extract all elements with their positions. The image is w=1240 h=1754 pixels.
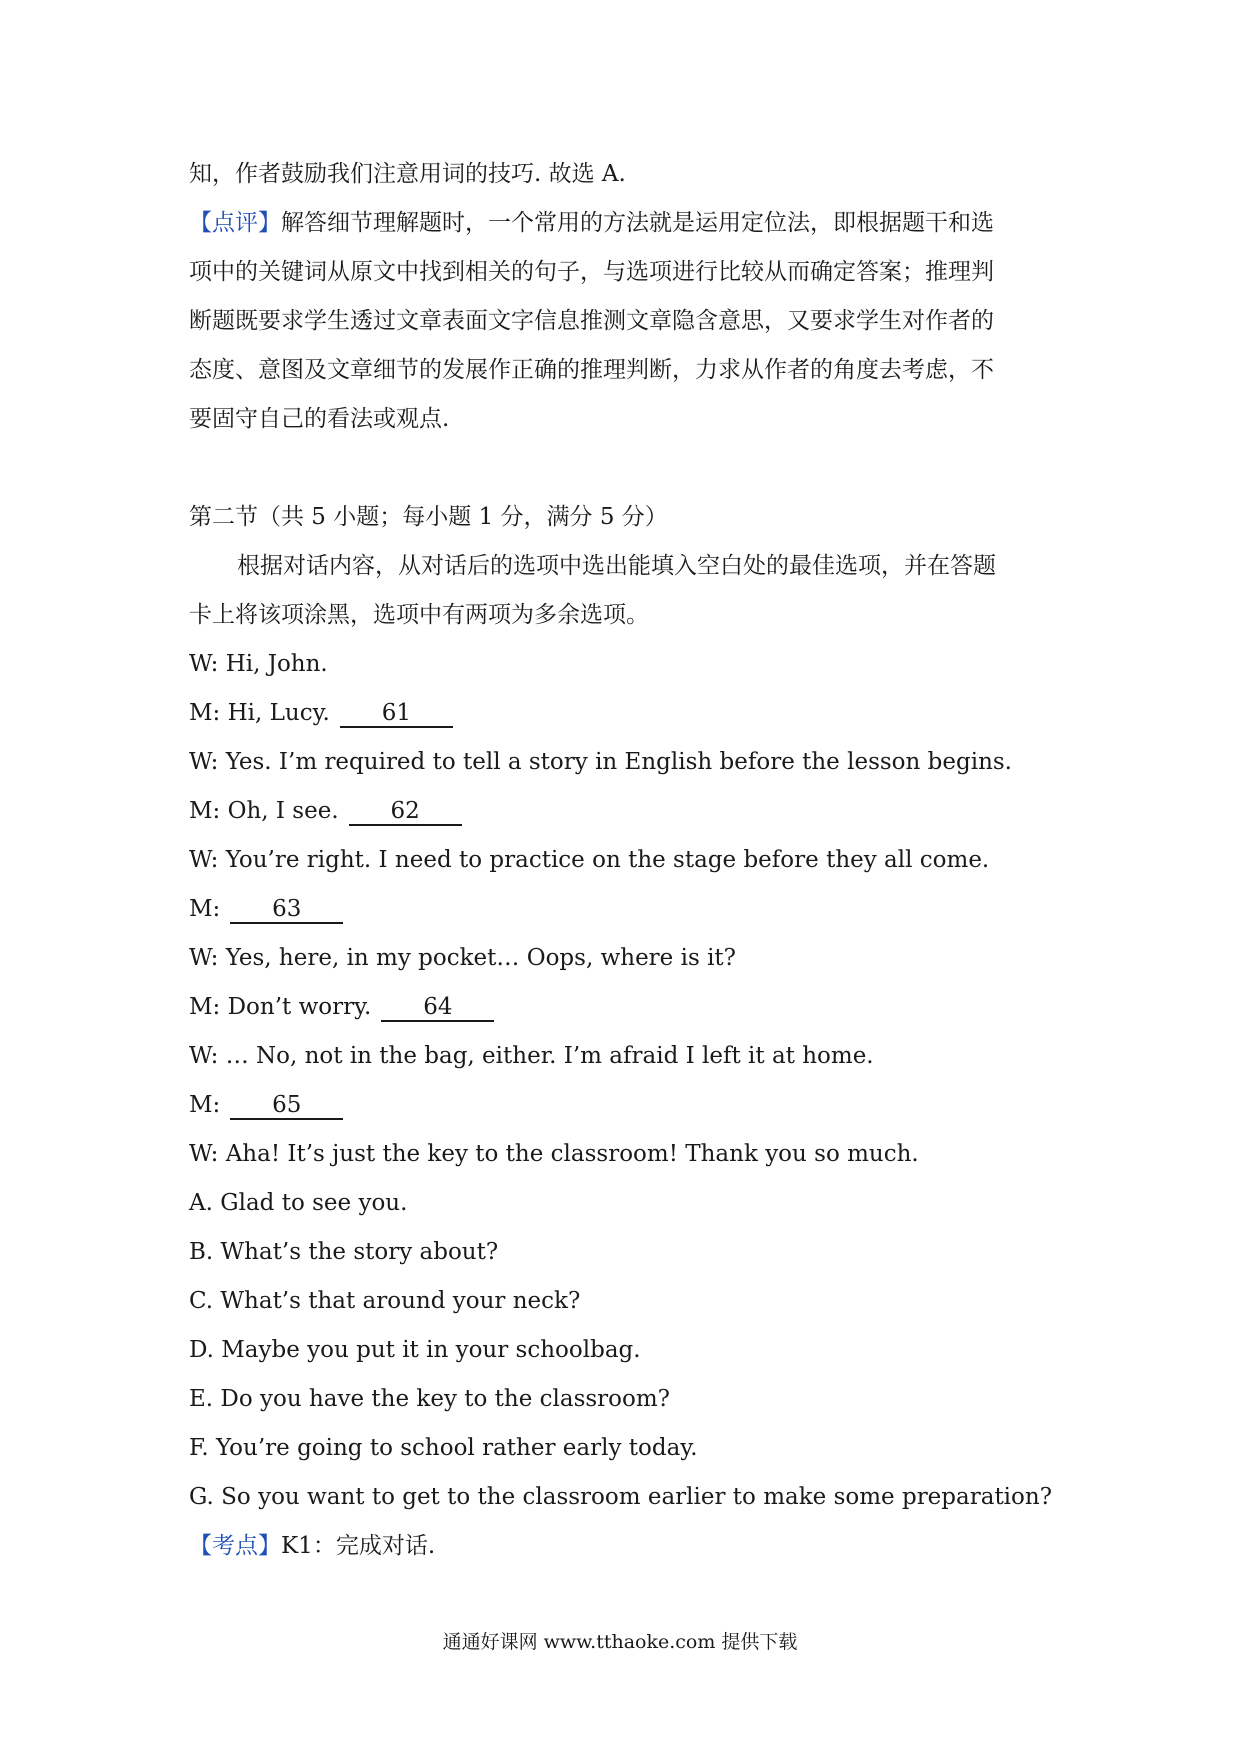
comment-line-3: 断题既要求学生透过文章表面文字信息推测文章隐含意思，又要求学生对作者的 xyxy=(189,308,994,334)
dialogue-text: W: Hi, John. xyxy=(189,651,328,677)
dialogue-line xyxy=(189,843,1069,877)
dialogue-line xyxy=(189,1137,1069,1171)
dialogue-text: M: Hi, Lucy. xyxy=(189,700,330,726)
dialogue-line xyxy=(189,990,1069,1024)
dialogue-line xyxy=(189,1039,1069,1073)
kaodian-tag: 【考点】 xyxy=(189,1533,281,1559)
dialogue-line xyxy=(189,696,1069,730)
option-a: A. Glad to see you. xyxy=(189,1190,408,1216)
option-g: G. So you want to get to the classroom earlier to make some preparation? xyxy=(189,1484,1053,1510)
dialogue-text: M: xyxy=(189,1092,221,1118)
section-heading: 第二节（共 5 小题；每小题 1 分，满分 5 分） xyxy=(189,504,668,530)
dialogue-text: M: Don’t worry. xyxy=(189,994,372,1020)
option-b: B. What’s the story about? xyxy=(189,1239,499,1265)
dialogue-text: W: Aha! It’s just the key to the classroom! Thank you so much. xyxy=(189,1141,919,1167)
comment-line-2: 项中的关键词从原文中找到相关的句子，与选项进行比较从而确定答案；推理判 xyxy=(189,259,994,285)
dialogue-line xyxy=(189,647,1069,681)
kaodian-line xyxy=(189,1529,1069,1563)
dialogue-text: W: Yes, here, in my pocket… Oops, where is it? xyxy=(189,945,737,971)
comment-tag: 【点评】 xyxy=(189,210,281,236)
comment-text: 解答细节理解题时，一个常用的方法就是运用定位法，即根据题干和选 xyxy=(281,210,994,236)
option-e: E. Do you have the key to the classroom? xyxy=(189,1386,671,1412)
dialogue-text: W: … No, not in the bag, either. I’m afraid I left it at home. xyxy=(189,1043,874,1069)
dialogue-line xyxy=(189,941,1069,975)
answer-blank: 64 xyxy=(381,994,494,1022)
dialogue-line xyxy=(189,1088,1069,1122)
section-instruction-line-1: 根据对话内容，从对话后的选项中选出能填入空白处的最佳选项，并在答题 xyxy=(237,553,996,579)
comment-line-1 xyxy=(189,206,1069,240)
dialogue-text: W: Yes. I’m required to tell a story in English before the lesson begins. xyxy=(189,749,1012,775)
dialogue-line xyxy=(189,745,1069,779)
dialogue-line xyxy=(189,892,1069,926)
answer-blank: 63 xyxy=(230,896,343,924)
dialogue-text: M: xyxy=(189,896,221,922)
answer-blank: 61 xyxy=(340,700,453,728)
dialogue-text: M: Oh, I see. xyxy=(189,798,339,824)
continuation-text: 知，作者鼓励我们注意用词的技巧. 故选 A. xyxy=(189,161,626,187)
option-d: D. Maybe you put it in your schoolbag. xyxy=(189,1337,641,1363)
answer-blank: 62 xyxy=(349,798,462,826)
dialogue-line xyxy=(189,794,1069,828)
option-c: C. What’s that around your neck? xyxy=(189,1288,581,1314)
page-footer: 通通好课网 www.tthaoke.com 提供下载 xyxy=(442,1631,798,1653)
answer-blank: 65 xyxy=(230,1092,343,1120)
comment-line-4: 态度、意图及文章细节的发展作正确的推理判断，力求从作者的角度去考虑，不 xyxy=(189,357,994,383)
kaodian-text: K1：完成对话. xyxy=(281,1533,436,1559)
comment-line-5: 要固守自己的看法或观点. xyxy=(189,406,450,432)
dialogue-text: W: You’re right. I need to practice on the stage before they all come. xyxy=(189,847,990,873)
section-instruction-line-2: 卡上将该项涂黑，选项中有两项为多余选项。 xyxy=(189,602,649,628)
option-f: F. You’re going to school rather early today. xyxy=(189,1435,698,1461)
